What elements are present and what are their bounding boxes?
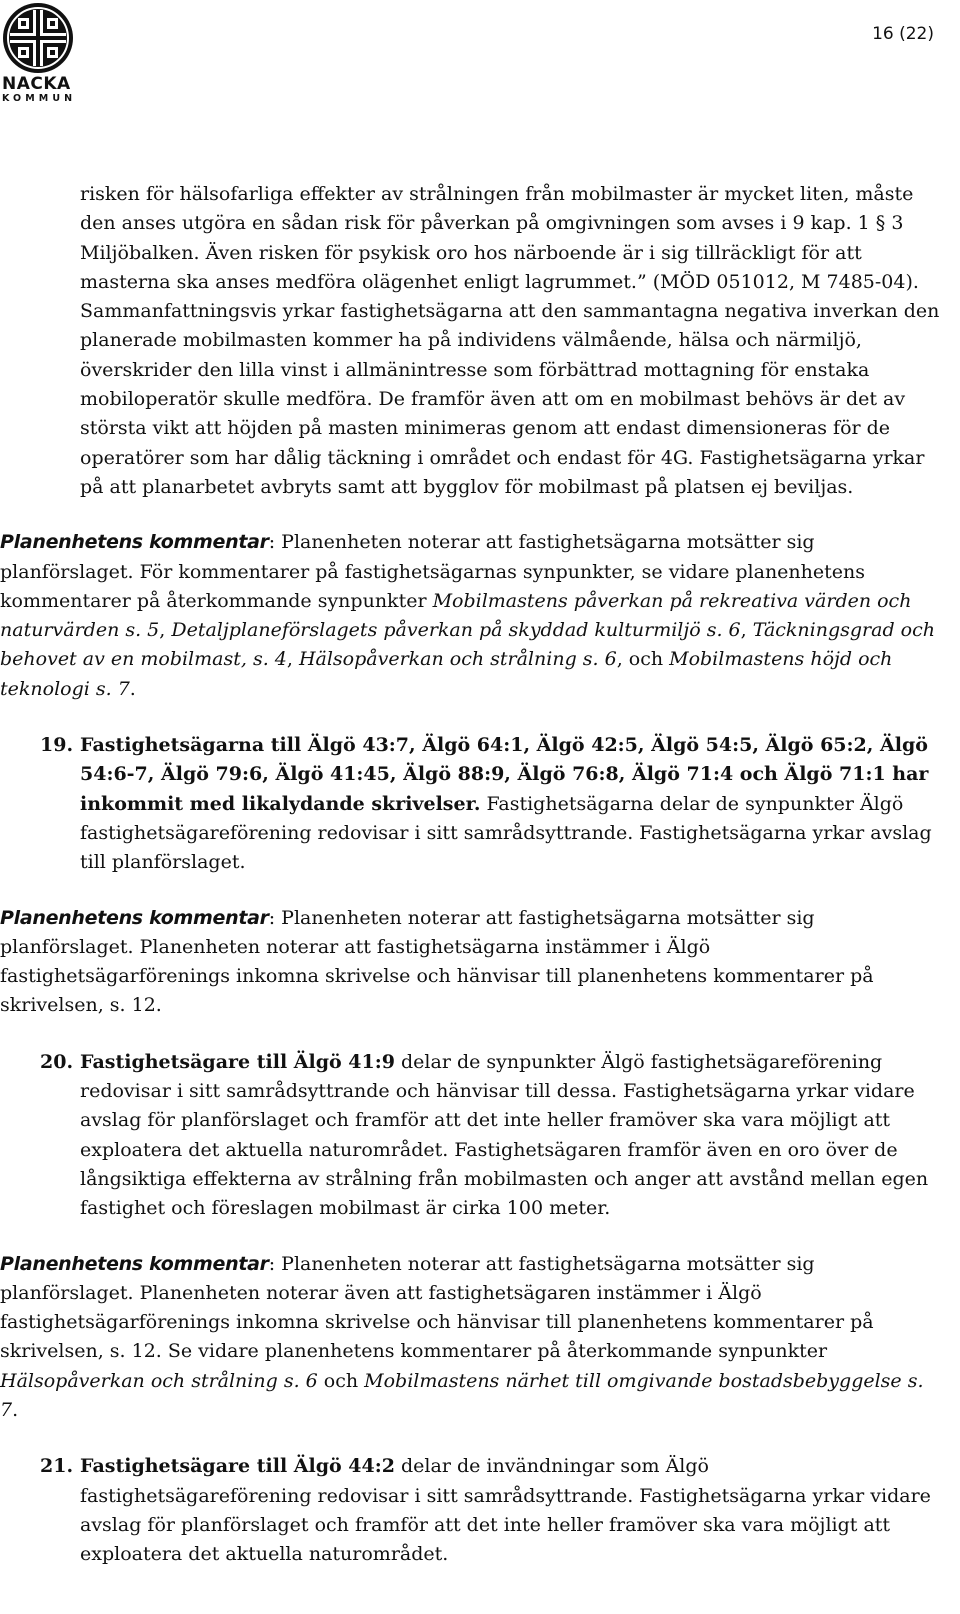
page-number: 16 (22) [872,24,934,44]
list-item-20 [0,1048,944,1224]
reference-link: Hälsopåverkan och strålning s. 6 [298,648,617,671]
comment-label: Planenhetens kommentar [0,906,269,929]
comment-label: Planenhetens kommentar [0,1252,269,1275]
reference-link: Mobilmastens närhet till omgivande bostadsbebyggelse s. 7 [0,1369,924,1421]
municipality-emblem-icon [2,2,74,74]
reference-link: Detaljplaneförslagets påverkan på skyddad kulturmiljö s. 6 [171,619,741,642]
list-item-text: delar de invändningar som Älgö fastighetsägareförening redovisar i sitt samrådsyttrande. Fastighetsägarna yrkar vidare avslag för planförslaget och framför att det inte heller framöver ska vara möjligt att exploatera det aktuella naturområdet. [80,1455,931,1566]
list-item-number: 19. [40,734,74,757]
reference-link: Täckningsgrad och behovet av en mobilmast, s. 4 [0,619,935,671]
comment-label: Planenhetens kommentar [0,531,269,554]
list-item-heading: Fastighetsägarna till Älgö 43:7, Älgö 64:1, Älgö 42:5, Älgö 54:5, Älgö 65:2, Älgö 54:6-7, Älgö 79:6, Älgö 41:45, Älgö 88:9, Älgö 76:8, Älgö 71:4 och Älgö 71:1 har inkommit med likalydande skrivelser. [80,734,929,815]
list-item-19 [0,731,944,877]
reference-link: Mobilmastens påverkan på rekreativa värden och naturvärden s. 5 [0,589,912,642]
list-item-number: 20. [40,1050,74,1073]
list-item-heading: Fastighetsägare till Älgö 41:9 [80,1050,395,1073]
list-item-text: Fastighetsägarna delar de synpunkter Älgö fastighetsägareförening redovisar i sitt samrådsyttrande. Fastighetsägarna yrkar avslag till planförslaget. [80,792,932,874]
list-item-heading: Fastighetsägare till Älgö 44:2 [80,1455,395,1478]
logo-wordmark: NACKA [2,74,71,94]
list-item-text: delar de synpunkter Älgö fastighetsägareförening redovisar i sitt samrådsyttrande och hänvisar till dessa. Fastighetsägarna yrkar vidare avslag för planförslaget och framför att det inte heller framöver ska vara möjligt att exploatera det aktuella naturområdet. Fastighetsägaren framför även en oro över de långsiktiga effekterna av strålning från mobilmasten och anger att avstånd mellan egen fastighet och föreslagen mobilmast är cirka 100 meter. [80,1050,929,1220]
list-item-21 [0,1452,944,1569]
reference-link: Mobilmastens höjd och teknologi s. 7 [0,648,893,700]
nacka-kommun-logo [2,2,78,104]
comment-paragraph-1: Planenhetens kommentar: Planenheten noterar att fastighetsägarna motsätter sig planförslaget. För kommentarer på fastighetsägarnas synpunkter, se vidare planenhetens kommentarer på återkommande synpunkter Mobilmastens påverkan på rekreativa värden och naturvärden s. 5, Detaljplaneförslagets påverkan på skyddad kulturmiljö s. 6, Täckningsgrad och behovet av en mobilmast, s. 4, Hälsopåverkan och strålning s. 6, och Mobilmastens höjd och teknologi s. 7. [0,531,935,700]
reference-link: Hälsopåverkan och strålning s. 6 [0,1369,318,1392]
logo-subtitle: KOMMUN [2,93,77,104]
intro-paragraph: risken för hälsofarliga effekter av strålningen från mobilmaster är mycket liten, måste den anses utgöra en sådan risk för påverkan på omgivningen som avses i 9 kap. 1 § 3 Miljöbalken. Även risken för psykisk oro hos närboende är i sig tillräckligt för att masterna ska anses medföra olägenhet enligt lagrummet.” (MÖD 051012, M 7485-04). Sammanfattningsvis yrkar fastighetsägarna att den sammantagna negativa inverkan den planerade mobilmasten kommer ha på individens välmående, hälsa och närmiljö, överskrider den lilla vinst i allmänintresse som förbättrad mottagning för enstaka mobiloperatör skulle medföra. De framför även att om en mobilmast behövs är det av största vikt att höjden på masten minimeras genom att endast dimensioneras för de operatörer som har dålig täckning i området och endast för 4G. Fastighetsägarna yrkar på att planarbetet avbryts samt att bygglov för mobilmast på platsen ej beviljas. [80,183,940,498]
comment-paragraph-3: Planenhetens kommentar: Planenheten noterar att fastighetsägarna motsätter sig planförslaget. Planenheten noterar även att fastighetsägaren instämmer i Älgö fastighetsägarförenings inkomna skrivelse och hänvisar till planenhetens kommentarer på skrivelsen, s. 12. Se vidare planenhetens kommentarer på återkommande synpunkter Hälsopåverkan och strålning s. 6 och Mobilmastens närhet till omgivande bostadsbebyggelse s. 7. [0,1252,924,1421]
list-item-number: 21. [40,1455,74,1478]
comment-paragraph-2: Planenhetens kommentar: Planenheten noterar att fastighetsägarna motsätter sig planförslaget. Planenheten noterar att fastighetsägarna instämmer i Älgö fastighetsägarförenings inkomna skrivelse och hänvisar till planenhetens kommentarer på skrivelsen, s. 12. [0,906,874,1017]
document-body [0,180,944,1569]
